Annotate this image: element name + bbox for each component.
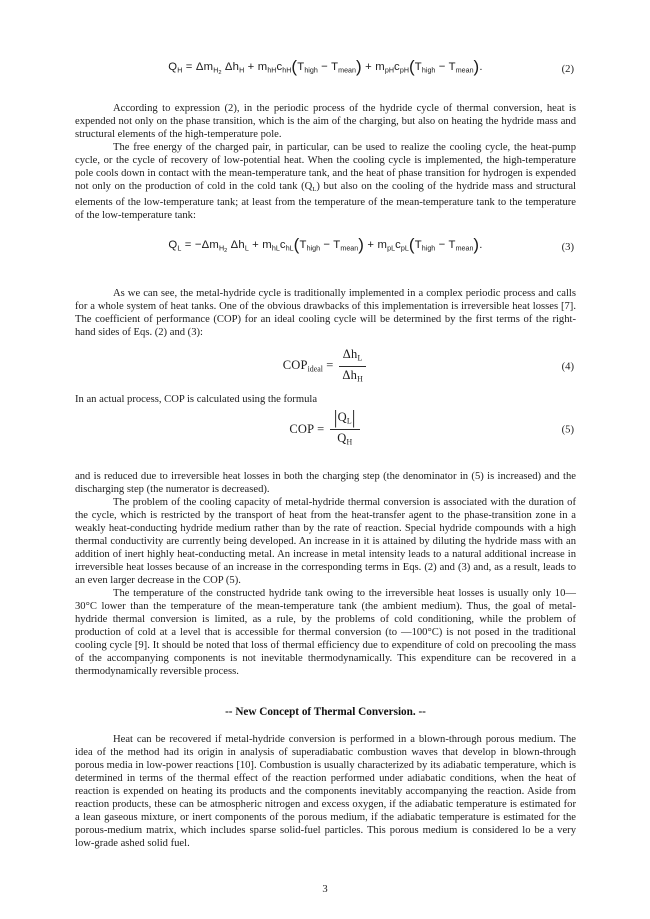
equation-3: [75, 234, 576, 262]
equation-2-body: $Q_H = \Delta m_{H2}$ $\Delta h_H + m_{hH}c_{hH}(T_{high} - T_{mean}) + m_{pH}c_{pH}(T_{high} - T_{mean})$.: [168, 57, 483, 77]
equation-4-number: (4): [561, 361, 574, 373]
paragraph-according-to-expression: According to expression (2), in the periodic process of the hydride cycle of thermal conversion, heat is expended not only on the phase transition, which is the aim of the charging, but also on heating the hydride mass and structural elements of the high-temperature pole.: [75, 103, 576, 141]
equation-4: [75, 347, 576, 387]
paragraph-free-energy: The free energy of the charged pair, in particular, can be used to realize the cooling cycle, the heat-pump cycle, or the cycle of recovery of low-potential heat. When the cooling cycle is implemented, the high-temperature pole cools down in contact with the mean-temperature tank, and the heat of phase transition for hydrogen is expended not only on the production of cold in the cold tank $(Q_L)$ but also on the cooling of the hydride mass and structural elements of the low-temperature tank; at least from the temperature of the mean-temperature tank to the temperature of the low-temperature tank:: [75, 142, 576, 222]
equation-5-number: (5): [561, 424, 574, 436]
equation-3-body: $Q_L = -\Delta m_{H2}$ $\Delta h_L + m_{hL}c_{hL}(T_{high} - T_{mean}) + m_{pL}c_{pL}(T_{high} - T_{mean})$.: [168, 235, 483, 255]
equation-5-body: [289, 406, 361, 447]
equation-5-fraction: [330, 406, 360, 450]
equation-4-numerator: $\Delta h_L$: [339, 347, 367, 368]
equation-3-number: (3): [561, 242, 574, 254]
page-number: 3: [322, 884, 328, 895]
equation-5: [75, 406, 576, 450]
equation-2: [75, 56, 576, 84]
paragraph-heat-recovered: Heat can be recovered if metal-hydride conversion is performed in a blown-through porous medium. The idea of the method had its origin in analysis of superadiabatic combustion waves that develop in blown-through porous media in low-power reactions [10]. Combustion is usually characterized by its adiabatic temperature, which is determined in terms of the thermal effect of the reaction performed under adiabatic conditions, when the heat of reaction is expended on heating its products and the components inevitably accompanying the reaction. Aside from reaction products, these can be atmospheric nitrogen and excess oxygen, if the adiabatic temperature is estimated for a lean gaseous mixture, or inert components of the porous medium, if the adiabatic temperature is estimated for the porous-medium matrix, which includes sparse solid-fuel particles. This porous medium is considered lo be a very low-grade ashed solid fuel.: [75, 733, 576, 849]
paragraph-cooling-capacity-problem: The problem of the cooling capacity of metal-hydride thermal conversion is associated with the duration of the cycle, which is restricted by the transport of heat from the heat-transfer agent to the phase-transition zone in a weakly heat-conducting hydride medium rather than by the rate of reaction. Special hydride compounds with a high thermal conductivity are currently being developed. An increase in it is attained by diluting the hydride mass with an addition of inert highly heat-conducting metal. An increase in metal intensity leads to a natural additional increase in irreversible heat losses because of an increase in the corresponding terms in Eqs. (2) and (3) and, as a result, leads to an even larger decrease in the COP (5).: [75, 496, 576, 586]
equation-4-fraction: [339, 347, 367, 387]
equation-4-body: [282, 346, 369, 384]
section-heading-new-concept: -- New Concept of Thermal Conversion. --: [225, 705, 426, 718]
equation-5-lhs: COP =: [289, 421, 328, 436]
equation-5-denominator: $Q_H$: [337, 431, 353, 447]
paragraph-reduced-losses: and is reduced due to irreversible heat losses in both the charging step (the denominator in (5) is increased) and the discharging step (the numerator is decreased).: [75, 470, 576, 495]
paragraph-as-we-can-see: As we can see, the metal-hydride cycle is traditionally implemented in a complex periodic process and calls for a whole system of heat tanks. One of the obvious drawbacks of this implementation is irreversible heat losses [7]. The coefficient of performance (COP) for an ideal cooling cycle will be determined by the first terms of the right-hand sides of Eqs. (2) and (3):: [75, 287, 576, 338]
equation-2-number: (2): [561, 64, 574, 76]
paragraph-actual-process: In an actual process, COP is calculated using the formula: [75, 393, 318, 405]
equation-5-numerator: $|Q_L|$: [330, 410, 360, 431]
paragraph-constructed-tank-temperature: The temperature of the constructed hydride tank owing to the irreversible heat losses is usually only 10—30°C lower than the temperature of the mean-temperature tank (the ambient medium). Thus, the goal of metal-hydride thermal conversion is limited, as a rule, by the problems of cold conditioning, while the problem of production of cold at a level that is accessible for thermal conversion (to —100°C) is not posed in the traditional cooling cycle [9]. It should be noted that loss of thermal efficiency due to expenditure of cold on precooling the mass of the accompanying components is not inevitable thermodynamically. This expenditure can be recovered in a thermodynamically reversible process.: [75, 587, 576, 677]
equation-4-lhs: $COP_{ideal}$ =: [282, 358, 337, 374]
equation-4-denominator: $\Delta h_H$: [342, 368, 363, 384]
